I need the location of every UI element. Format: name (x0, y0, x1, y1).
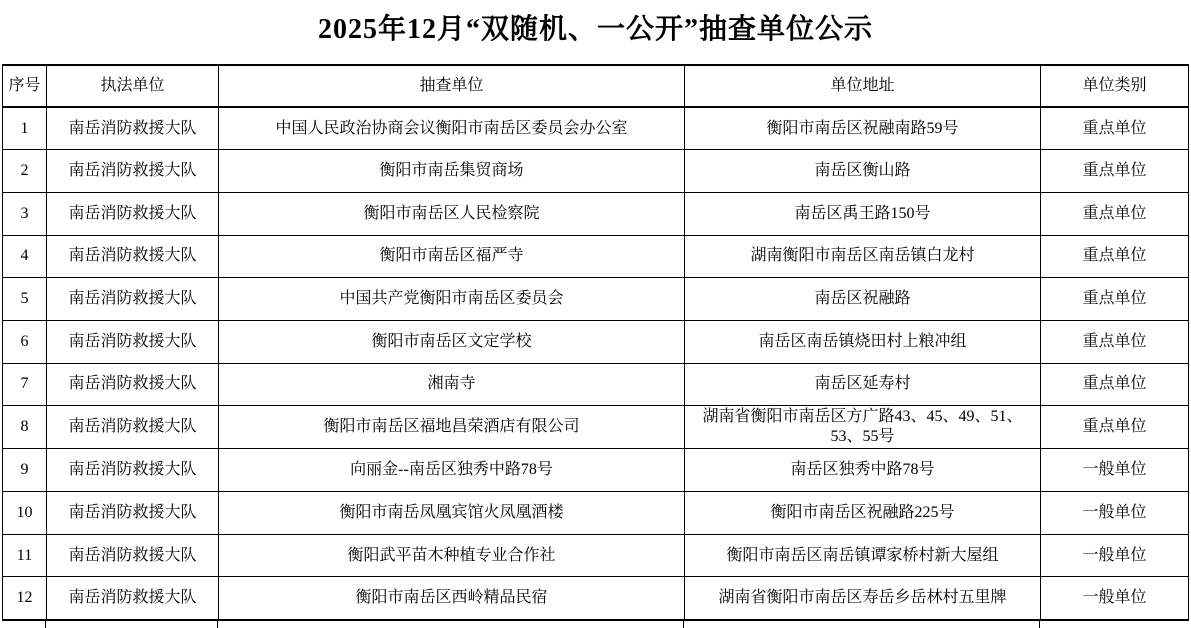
cell-unit-category: 重点单位 (1041, 278, 1189, 321)
cell-inspected-unit: 衡阳市南岳区人民检察院 (219, 192, 685, 235)
cell-unit-category: 重点单位 (1041, 320, 1189, 363)
cutoff-gridline (45, 621, 46, 628)
cell-unit-category: 重点单位 (1041, 235, 1189, 278)
cell-serial-number: 1 (3, 107, 47, 150)
cell-inspected-unit: 衡阳市南岳区福地昌荣酒店有限公司 (219, 406, 685, 449)
table-row (3, 577, 1189, 620)
header-unit-address: 单位地址 (685, 65, 1041, 107)
cell-unit-address: 南岳区独秀中路78号 (685, 449, 1041, 492)
cell-enforcement-unit: 南岳消防救援大队 (47, 192, 219, 235)
cell-unit-address: 衡阳市南岳区祝融路225号 (685, 492, 1041, 535)
cell-unit-category: 重点单位 (1041, 406, 1189, 449)
cell-enforcement-unit: 南岳消防救援大队 (47, 235, 219, 278)
cell-enforcement-unit: 南岳消防救援大队 (47, 150, 219, 193)
cell-unit-address: 南岳区衡山路 (685, 150, 1041, 193)
cell-serial-number: 4 (3, 235, 47, 278)
cell-unit-address: 衡阳市南岳区南岳镇谭家桥村新大屋组 (685, 534, 1041, 577)
cell-enforcement-unit: 南岳消防救援大队 (47, 406, 219, 449)
table-row (3, 449, 1189, 492)
cell-inspected-unit: 中国人民政治协商会议衡阳市南岳区委员会办公室 (219, 107, 685, 150)
cell-unit-address: 湖南省衡阳市南岳区寿岳乡岳林村五里牌 (685, 577, 1041, 620)
header-inspected-unit: 抽查单位 (219, 65, 685, 107)
cell-enforcement-unit: 南岳消防救援大队 (47, 492, 219, 535)
cell-enforcement-unit: 南岳消防救援大队 (47, 449, 219, 492)
cell-unit-address: 湖南省衡阳市南岳区方广路43、45、49、51、53、55号 (685, 406, 1041, 449)
cell-enforcement-unit: 南岳消防救援大队 (47, 320, 219, 363)
cell-serial-number: 9 (3, 449, 47, 492)
cell-unit-category: 重点单位 (1041, 107, 1189, 150)
table-row (3, 320, 1189, 363)
cell-unit-category: 重点单位 (1041, 150, 1189, 193)
cell-unit-category: 一般单位 (1041, 534, 1189, 577)
cell-unit-address: 衡阳市南岳区祝融南路59号 (685, 107, 1041, 150)
cell-unit-address: 南岳区南岳镇烧田村上粮冲组 (685, 320, 1041, 363)
cell-enforcement-unit: 南岳消防救援大队 (47, 107, 219, 150)
cell-inspected-unit: 衡阳市南岳凤凰宾馆火凤凰酒楼 (219, 492, 685, 535)
cell-inspected-unit: 衡阳市南岳区西岭精品民宿 (219, 577, 685, 620)
cell-inspected-unit: 湘南寺 (219, 363, 685, 406)
table-row (3, 192, 1189, 235)
cell-unit-address: 南岳区禹王路150号 (685, 192, 1041, 235)
header-unit-category: 单位类别 (1041, 65, 1189, 107)
cell-inspected-unit: 衡阳市南岳集贸商场 (219, 150, 685, 193)
table-row (3, 107, 1189, 150)
cell-serial-number: 7 (3, 363, 47, 406)
cell-inspected-unit: 衡阳武平苗木种植专业合作社 (219, 534, 685, 577)
header-enforcement-unit: 执法单位 (47, 65, 219, 107)
cell-enforcement-unit: 南岳消防救援大队 (47, 577, 219, 620)
cell-enforcement-unit: 南岳消防救援大队 (47, 534, 219, 577)
cell-inspected-unit: 衡阳市南岳区福严寺 (219, 235, 685, 278)
table-row (3, 235, 1189, 278)
cell-serial-number: 10 (3, 492, 47, 535)
cell-unit-address: 湖南衡阳市南岳区南岳镇白龙村 (685, 235, 1041, 278)
cell-serial-number: 6 (3, 320, 47, 363)
table-body (3, 107, 1189, 620)
page-title: 2025年12月“双随机、一公开”抽查单位公示 (317, 14, 873, 45)
cell-unit-category: 一般单位 (1041, 492, 1189, 535)
cutoff-gridline (217, 621, 218, 628)
table-header-row (3, 65, 1189, 107)
table-row (3, 406, 1189, 449)
cell-inspected-unit: 向丽金--南岳区独秀中路78号 (219, 449, 685, 492)
cell-serial-number: 5 (3, 278, 47, 321)
cell-serial-number: 8 (3, 406, 47, 449)
inspection-units-table (2, 64, 1189, 621)
cell-unit-category: 重点单位 (1041, 192, 1189, 235)
cell-enforcement-unit: 南岳消防救援大队 (47, 363, 219, 406)
cutoff-gridline (1039, 621, 1040, 628)
cell-unit-address: 南岳区祝融路 (685, 278, 1041, 321)
cell-enforcement-unit: 南岳消防救援大队 (47, 278, 219, 321)
cell-serial-number: 11 (3, 534, 47, 577)
cell-unit-category: 一般单位 (1041, 577, 1189, 620)
cell-unit-category: 一般单位 (1041, 449, 1189, 492)
table-row (3, 534, 1189, 577)
cell-serial-number: 12 (3, 577, 47, 620)
cell-unit-address: 南岳区延寿村 (685, 363, 1041, 406)
cell-unit-category: 重点单位 (1041, 363, 1189, 406)
cell-inspected-unit: 中国共产党衡阳市南岳区委员会 (219, 278, 685, 321)
cell-serial-number: 3 (3, 192, 47, 235)
cell-inspected-unit: 衡阳市南岳区文定学校 (219, 320, 685, 363)
header-serial-number: 序号 (3, 65, 47, 107)
table-row (3, 492, 1189, 535)
table-row (3, 278, 1189, 321)
cutoff-gridline (683, 621, 684, 628)
table-row (3, 150, 1189, 193)
cell-serial-number: 2 (3, 150, 47, 193)
table-row (3, 363, 1189, 406)
